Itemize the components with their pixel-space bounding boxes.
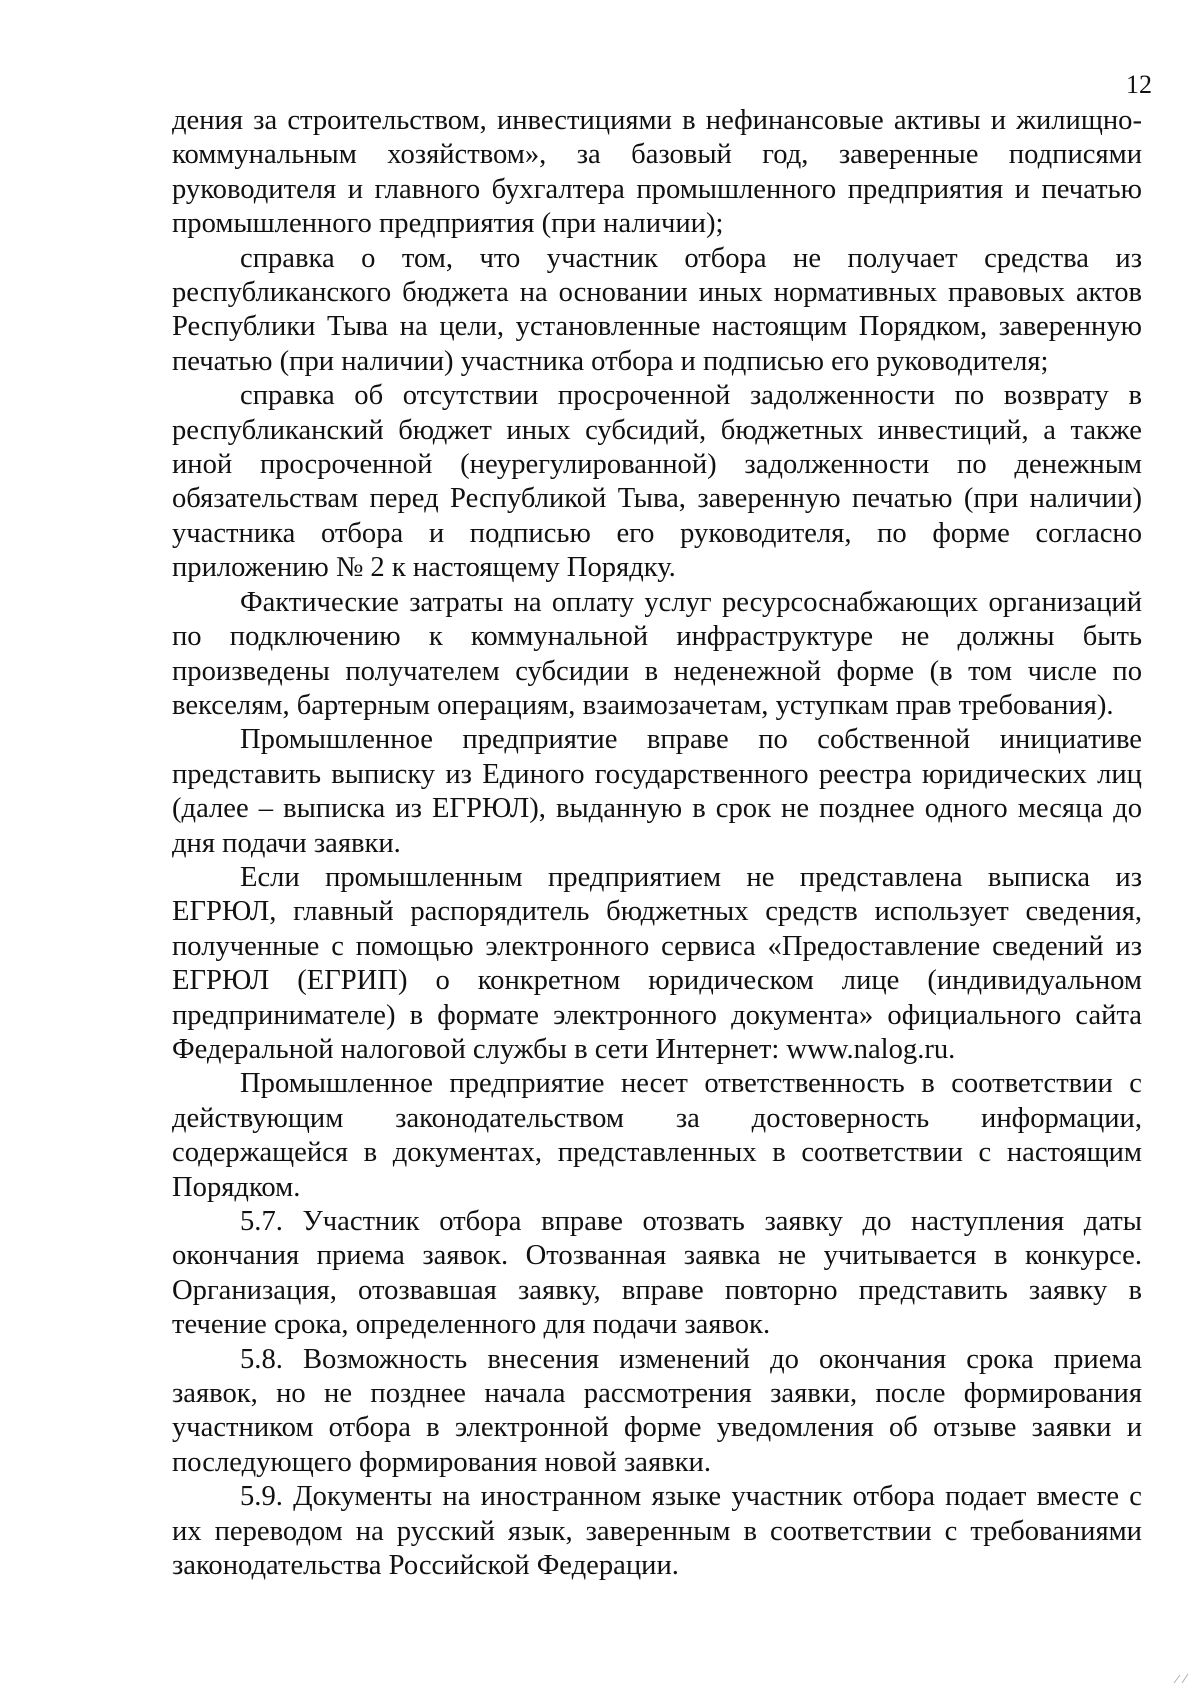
scan-mark-icon [1172, 1671, 1192, 1685]
paragraph-egrul-extract: Промышленное предприятие вправе по собственной инициативе представить выписку из Единого государственного реестра юридических лиц (далее – выписка из ЕГРЮЛ), выданную в срок не позднее одного месяца до дня подачи заявки. [172, 724, 1142, 859]
document-body [172, 104, 1142, 1583]
page-number: 12 [1126, 70, 1152, 99]
paragraph-5-8: 5.8. Возможность внесения изменений до окончания срока приема заявок, но не позднее начала рассмотрения заявки, после формирования участником отбора в электронной форме уведомления об отзыве заявки и последующего формирования новой заявки. [172, 1343, 1142, 1478]
paragraph-continuation: дения за строительством, инвестициями в нефинансовые активы и жилищно-коммунальным хозяйством», за базовый год, заверенные подписями руководителя и главного бухгалтера промышленного предприятия и печатью промышленного предприятия (при наличии); [172, 105, 1142, 240]
paragraph-5-9: 5.9. Документы на иностранном языке участник отбора подает вместе с их переводом на русский язык, заверенным в соответствии с требованиями законодательства Российской Федерации. [172, 1481, 1142, 1582]
paragraph-actual-costs: Фактические затраты на оплату услуг ресурсоснабжающих организаций по подключению к коммунальной инфраструктуре не должны быть произведены получателем субсидии в неденежной форме (в том числе по векселям, бартерным операциям, взаимозачетам, уступкам прав требования). [172, 586, 1142, 721]
paragraph-5-7: 5.7. Участник отбора вправе отозвать заявку до наступления даты окончания приема заявок. Отозванная заявка не учитывается в конкурсе. Организация, отозвавшая заявку, вправе повторно представить заявку в течение срока, определенного для подачи заявок. [172, 1206, 1142, 1341]
paragraph-responsibility: Промышленное предприятие несет ответственность в соответствии с действующим законодательством за достоверность информации, содержащейся в документах, представленных в соответствии с настоящим Порядком. [172, 1068, 1142, 1203]
paragraph-certificate-no-debt: справка об отсутствии просроченной задолженности по возврату в республиканский бюджет иных субсидий, бюджетных инвестиций, а также иной просроченной (неурегулированной) задолженности по денежным обязательствам перед Республикой Тыва, заверенную печатью (при наличии) участника отбора и подписью его руководителя, по форме согласно приложению № 2 к настоящему Порядку. [172, 380, 1142, 584]
paragraph-certificate-no-funds: справка о том, что участник отбора не получает средства из республиканского бюджета на основании иных нормативных правовых актов Республики Тыва на цели, установленные настоящим Порядком, заверенную печатью (при наличии) участника отбора и подписью его руководителя; [172, 242, 1142, 377]
paragraph-egrul-service: Если промышленным предприятием не представлена выписка из ЕГРЮЛ, главный распорядитель бюджетных средств использует сведения, полученные с помощью электронного сервиса «Предоставление сведений из ЕГРЮЛ (ЕГРИП) о конкретном юридическом лице (индивидуальном предпринимателе) в формате электронного документа» официального сайта Федеральной налоговой службы в сети Интернет: www.nalog.ru. [172, 861, 1142, 1065]
scan-corner-mark [1172, 1671, 1192, 1689]
